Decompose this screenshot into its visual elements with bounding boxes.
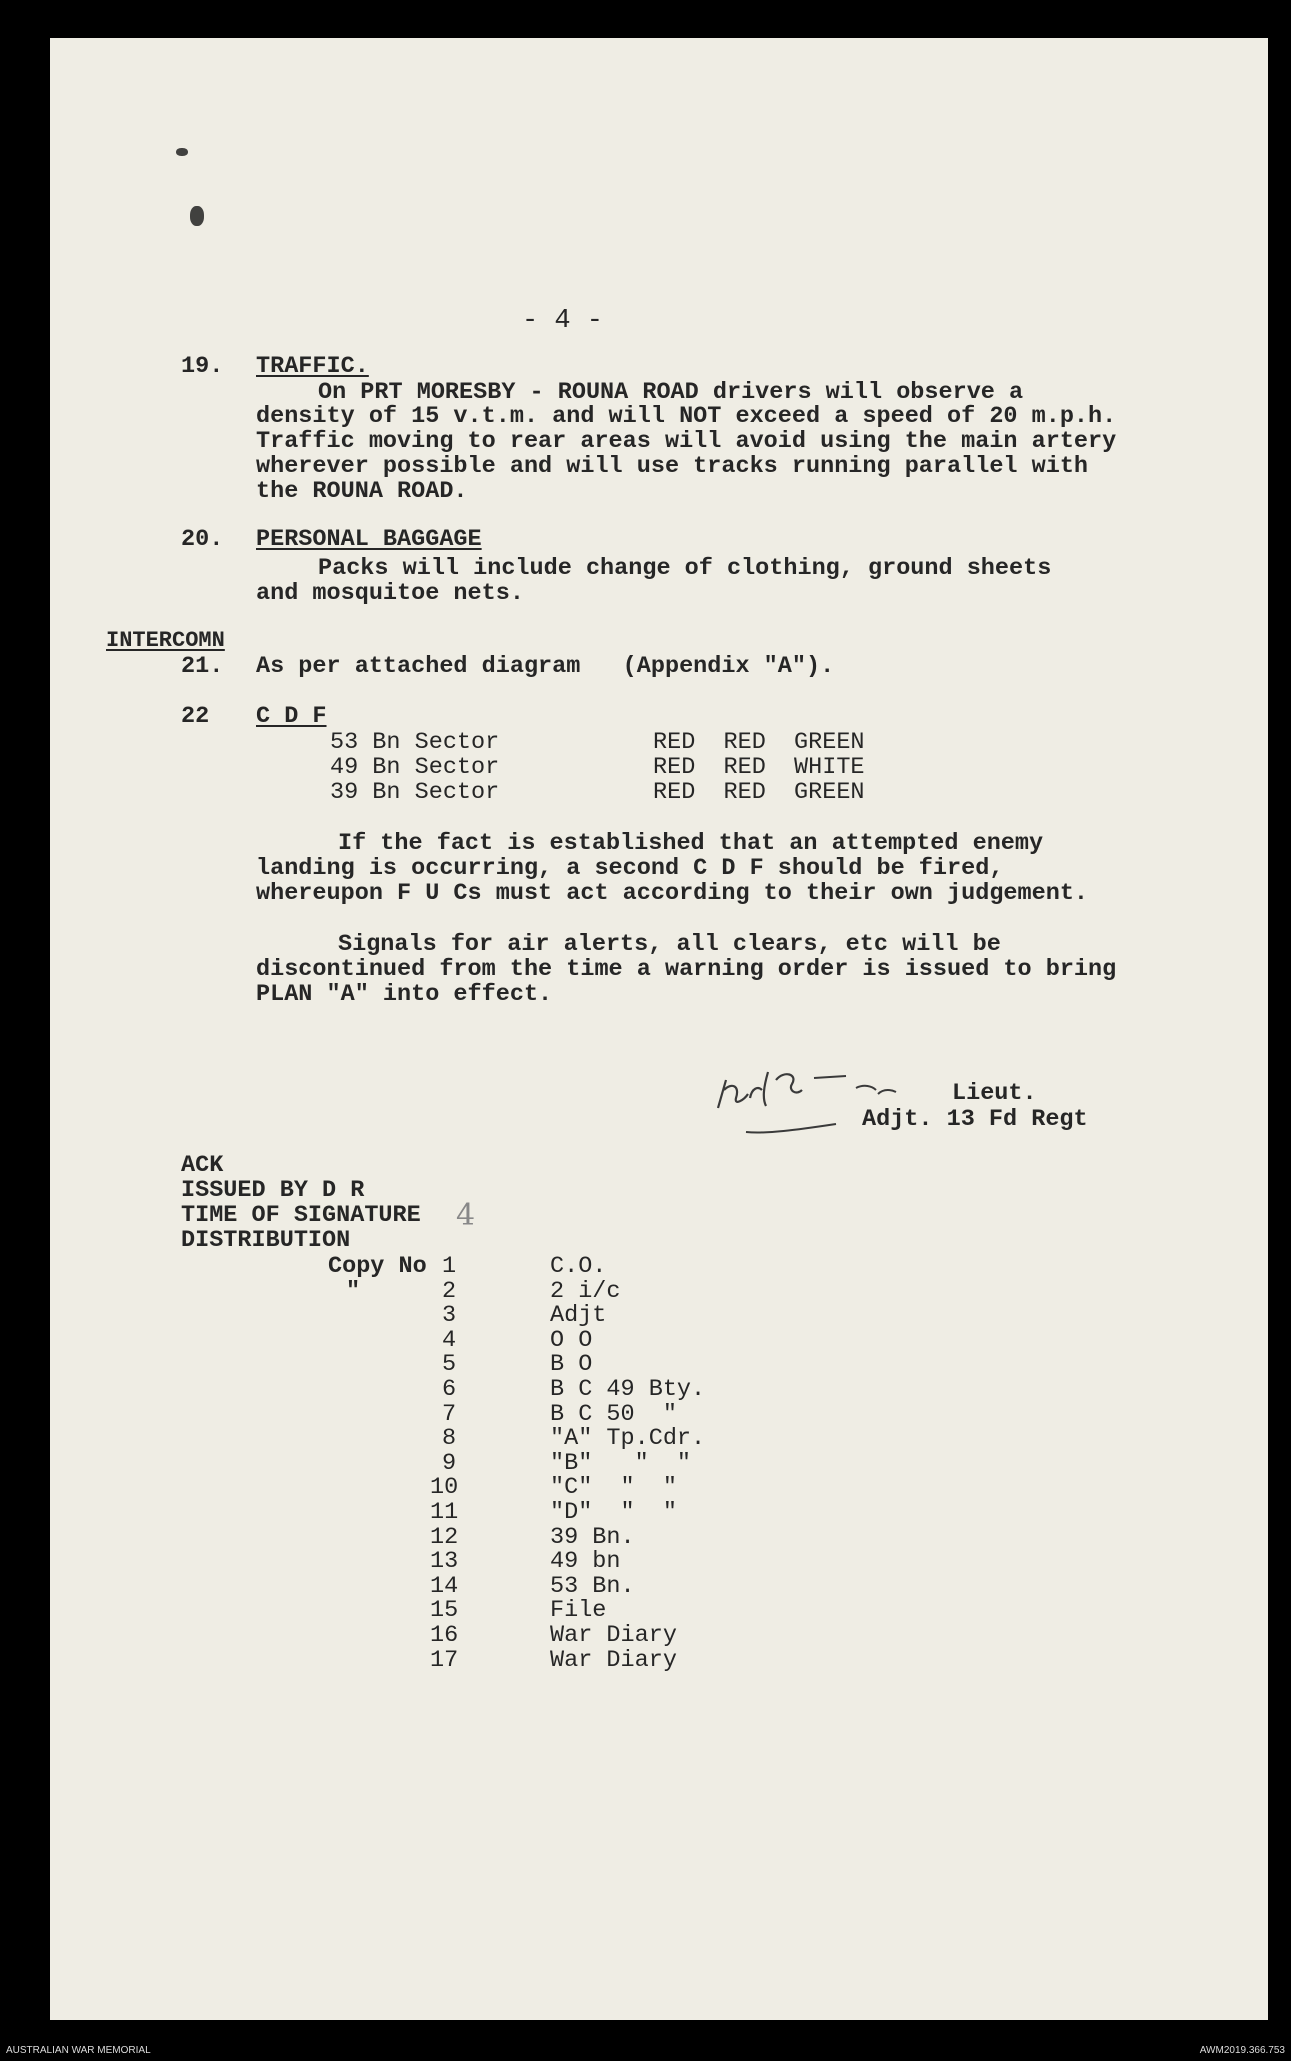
copy-number: 1	[442, 1253, 457, 1280]
copy-recipient: War Diary	[550, 1622, 677, 1649]
para-19-line-2: density of 15 v.t.m. and will NOT exceed a speed of 20 m.p.h.	[256, 403, 1117, 430]
para-21-text: As per attached diagram (Appendix "A").	[256, 653, 835, 680]
copy-number: 17	[430, 1646, 459, 1674]
para-19-line-5: the ROUNA ROAD.	[256, 478, 468, 505]
time-of-signature-label: TIME OF SIGNATURE	[181, 1202, 421, 1229]
para-19-number: 19.	[181, 353, 224, 380]
cdf-signal-3: RED RED GREEN	[653, 779, 865, 806]
copy-number: 14	[430, 1572, 459, 1600]
copy-number: 13	[430, 1548, 459, 1576]
copy-number: 4	[442, 1326, 457, 1354]
copy-recipient: 2 i/c	[550, 1277, 621, 1305]
cdf-sector-1: 53 Bn Sector	[330, 729, 500, 756]
copy-number: 2	[442, 1277, 457, 1305]
copy-recipient: C.O.	[550, 1253, 607, 1280]
para-22b-line-2: discontinued from the time a warning order is issued to bring	[256, 956, 1117, 983]
copy-recipient: B O	[550, 1351, 593, 1379]
cdf-sector-2: 49 Bn Sector	[330, 754, 500, 781]
copy-recipient: B C 49 Bty.	[550, 1376, 706, 1403]
signatory-rank: Lieut.	[952, 1080, 1037, 1107]
copy-recipient: O O	[550, 1326, 593, 1354]
copy-number: 9	[442, 1449, 457, 1477]
copy-recipient: "B" " "	[550, 1449, 692, 1477]
para-20-line-2: and mosquitoe nets.	[256, 580, 524, 607]
ditto-mark: "	[346, 1278, 361, 1305]
copy-number: 15	[430, 1597, 459, 1625]
para-22-heading: C D F	[256, 703, 327, 730]
copy-number: 11	[430, 1499, 459, 1526]
para-19-line-3: Traffic moving to rear areas will avoid using the main artery	[256, 428, 1117, 455]
copy-recipient: 49 bn	[550, 1548, 621, 1576]
punch-hole-top	[176, 148, 188, 156]
para-20-heading: PERSONAL BAGGAGE	[256, 526, 482, 553]
copy-number: 16	[430, 1622, 459, 1649]
para-21-number: 21.	[181, 653, 224, 680]
para-22a-line-1: If the fact is established that an attempted enemy	[338, 830, 1044, 857]
cdf-sector-3: 39 Bn Sector	[330, 779, 500, 806]
para-19-heading: TRAFFIC.	[256, 353, 369, 380]
copy-recipient: "A" Tp.Cdr.	[550, 1425, 706, 1453]
copy-recipient: File	[550, 1597, 607, 1625]
issued-by: ISSUED BY D R	[181, 1177, 365, 1204]
copy-number: 5	[442, 1351, 457, 1379]
footer-source: AUSTRALIAN WAR MEMORIAL	[6, 2045, 151, 2056]
copy-recipient: 39 Bn.	[550, 1523, 635, 1551]
copy-number: 7	[442, 1400, 457, 1428]
para-22a-line-3: whereupon F U Cs must act according to their own judgement.	[256, 880, 1089, 907]
ack-label: ACK	[181, 1152, 224, 1179]
para-22b-line-1: Signals for air alerts, all clears, etc will be	[338, 931, 1001, 958]
page-number: - 4 -	[522, 306, 604, 336]
intercomn-heading: INTERCOMN	[106, 628, 225, 653]
cdf-signal-1: RED RED GREEN	[653, 729, 865, 756]
footer-accession: AWM2019.366.753	[1199, 2045, 1285, 2056]
para-19-line-1: On PRT MORESBY - ROUNA ROAD drivers will observe a	[318, 379, 1024, 406]
copy-recipient: "D" " "	[550, 1499, 677, 1526]
document-page	[50, 38, 1268, 2020]
para-22-number: 22	[181, 703, 210, 730]
signatory-appointment: Adjt. 13 Fd Regt	[862, 1106, 1088, 1133]
para-22a-line-2: landing is occurring, a second C D F should be fired,	[256, 855, 1004, 882]
copy-number: 12	[430, 1523, 459, 1551]
para-20-number: 20.	[181, 526, 224, 553]
para-22b-line-3: PLAN "A" into effect.	[256, 981, 553, 1008]
copy-recipient: B C 50 "	[550, 1400, 677, 1428]
copy-number: 6	[442, 1376, 457, 1403]
copy-recipient: "C" " "	[550, 1474, 677, 1502]
copy-recipient: 53 Bn.	[550, 1572, 635, 1600]
punch-hole-bottom	[190, 206, 204, 226]
cdf-signal-2: RED RED WHITE	[653, 754, 865, 781]
para-20-line-1: Packs will include change of clothing, ground sheets	[318, 555, 1052, 582]
copy-recipient: War Diary	[550, 1646, 677, 1674]
copy-no-label: Copy No	[328, 1253, 427, 1280]
time-of-signature-value: 4	[456, 1198, 476, 1233]
para-19-line-4: wherever possible and will use tracks running parallel with	[256, 453, 1089, 480]
distribution-label: DISTRIBUTION	[181, 1227, 351, 1254]
copy-number: 8	[442, 1425, 457, 1453]
copy-recipient: Adjt	[550, 1302, 607, 1330]
copy-number: 10	[430, 1474, 459, 1502]
copy-number: 3	[442, 1302, 457, 1330]
